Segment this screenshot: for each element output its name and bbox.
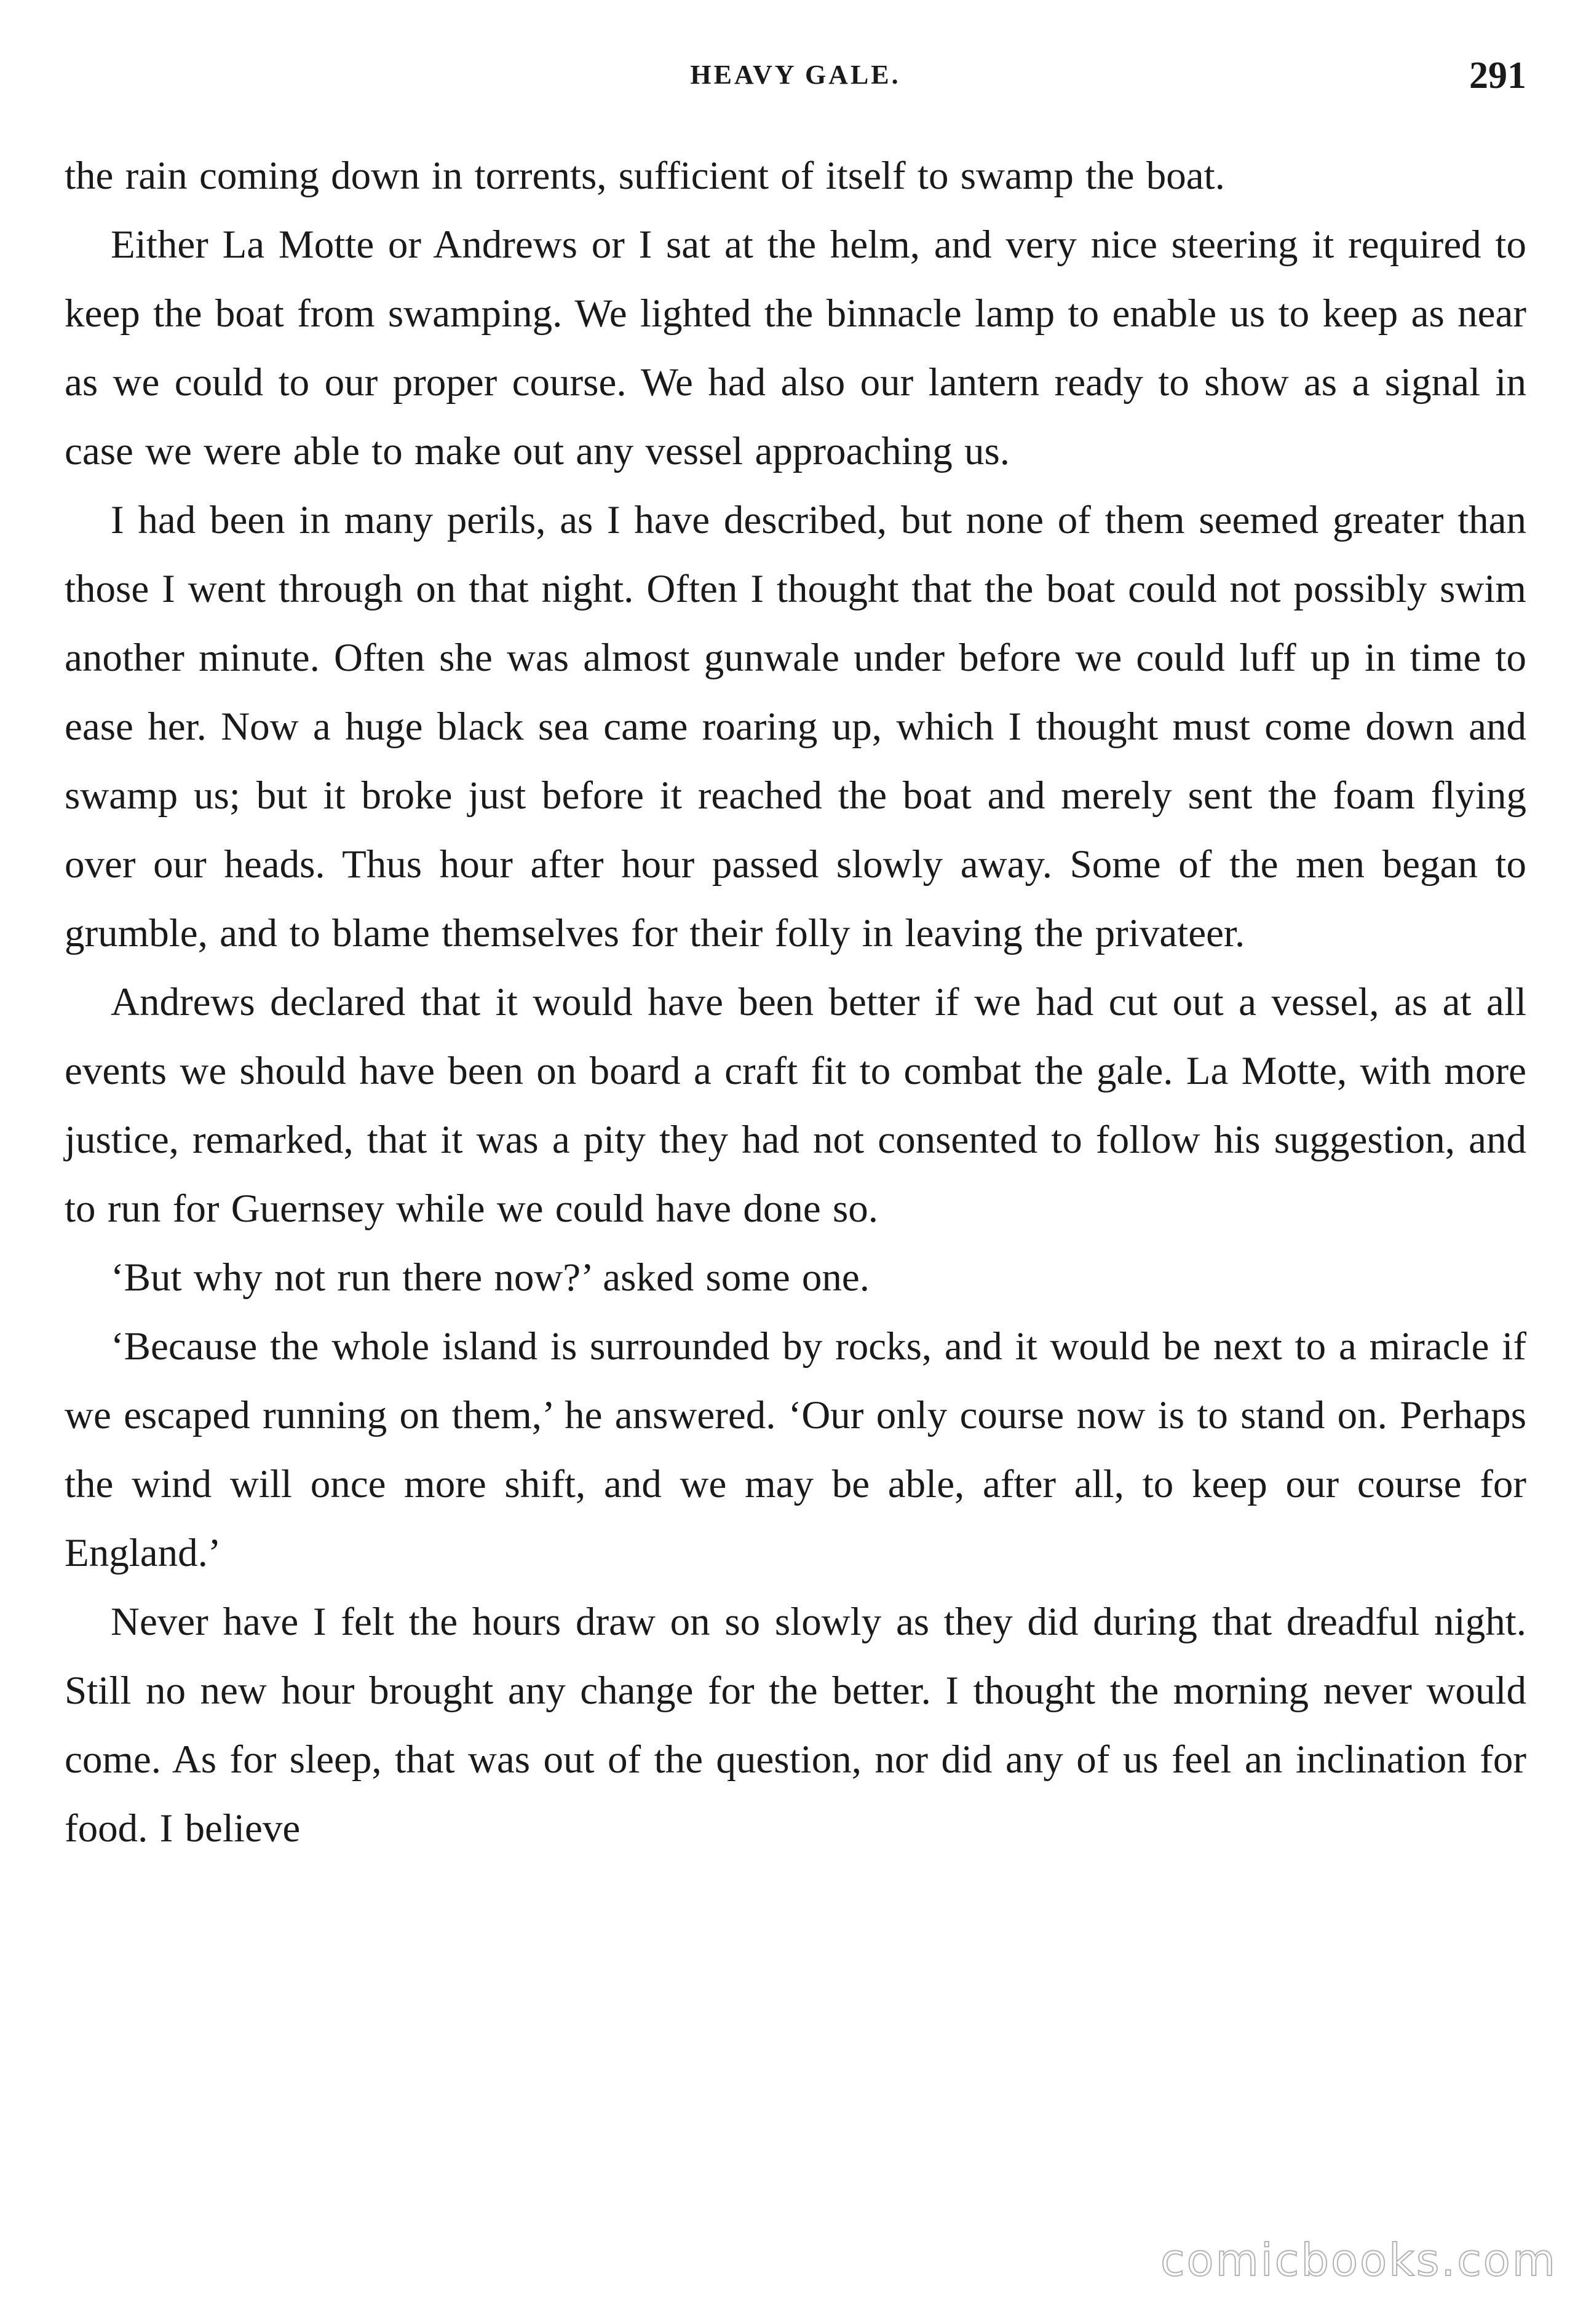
- paragraph: Andrews declared that it would have been better if we had cut out a vessel, as at all events we should have been on board a craft fit to combat the gale. La Motte, with more justice, remarked, that it was a pity they had not consented to follow his suggestion, and to run for Guernsey while we could have done so.: [65, 980, 1526, 1231]
- body-text: [65, 141, 1526, 1863]
- paragraph: Never have I felt the hours draw on so slowly as they did during that dreadful night. Still no new hour brought any change for the better. I thought the morning never would come. As for sleep, that was out of the question, nor did any of us feel an inclination for food. I believe: [65, 1600, 1526, 1851]
- dialogue-paragraph: ‘Because the whole island is surrounded by rocks, and it would be next to a miracle if we escaped running on them,’ he answered. ‘Our only course now is to stand on. Perhaps the wind will once more shift, and we may be able, after all, to keep our course for England.’: [65, 1324, 1526, 1575]
- page-number: 291: [1469, 55, 1526, 97]
- dialogue-paragraph: ‘But why not run there now?’ asked some one.: [111, 1255, 870, 1300]
- running-head: [65, 54, 1526, 103]
- paragraph: I had been in many perils, as I have described, but none of them seemed greater than those I went through on that night. Often I thought that the boat could not possibly swim another minute. Often she was almost gunwale under before we could luff up in time to ease her. Now a huge black sea came roaring up, which I thought must come down and swamp us; but it broke just before it reached the boat and merely sent the foam flying over our heads. Thus hour after hour passed slowly away. Some of the men began to grumble, and to blame themselves for their folly in leaving the privateer.: [65, 498, 1526, 955]
- paragraph: Either La Motte or Andrews or I sat at the helm, and very nice steering it required to keep the boat from swamping. We lighted the binnacle lamp to enable us to keep as near as we could to our proper course. We had also our lantern ready to show as a signal in case we were able to make out any vessel approaching us.: [65, 223, 1526, 473]
- watermark: comicbooks.com: [1160, 2234, 1557, 2286]
- paragraph-continued: the rain coming down in torrents, sufficient of itself to swamp the boat.: [65, 154, 1225, 198]
- chapter-running-title: HEAVY GALE.: [690, 60, 901, 90]
